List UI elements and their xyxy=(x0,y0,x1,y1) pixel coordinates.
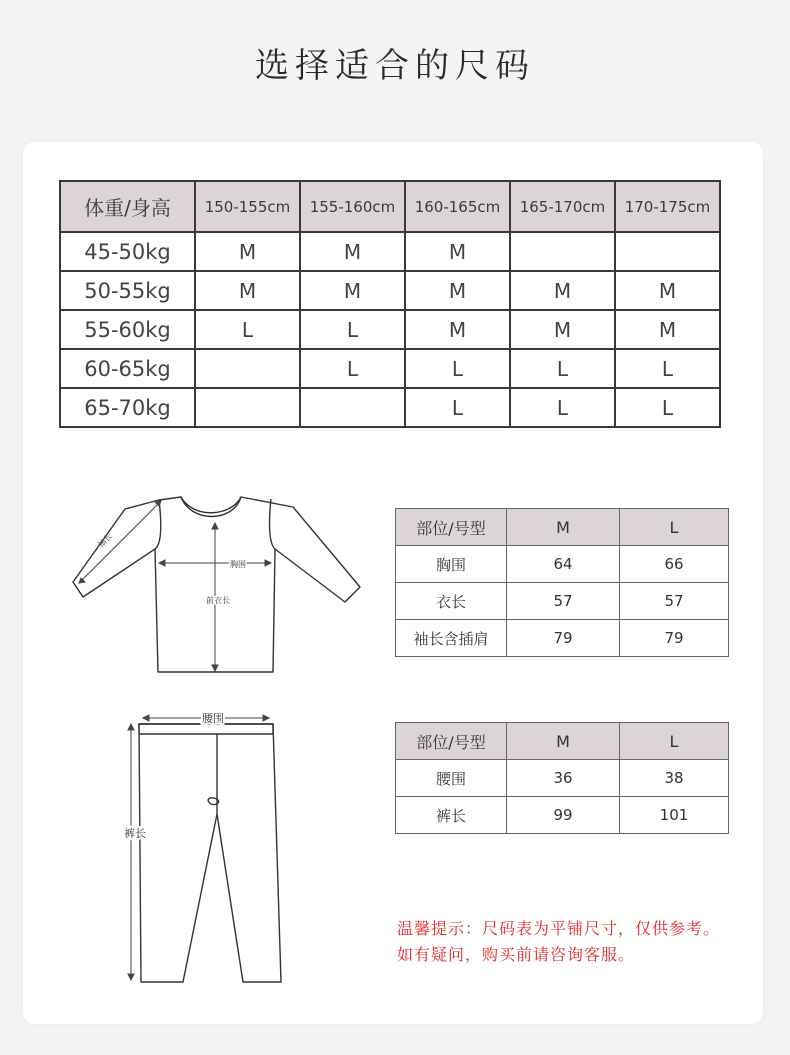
size-l-header: L xyxy=(620,723,729,760)
weight-row-header: 60-65kg xyxy=(60,349,195,388)
size-cell: L xyxy=(510,388,615,427)
table-row xyxy=(396,509,729,546)
table-row xyxy=(396,620,729,657)
sleeve-length-label: 袖长 xyxy=(96,531,115,550)
size-m-header: M xyxy=(507,723,620,760)
table-row xyxy=(396,583,729,620)
top-measurement-diagram xyxy=(63,487,383,682)
size-cell: L xyxy=(405,349,510,388)
height-column-header: 150-155cm xyxy=(195,181,300,232)
size-note xyxy=(397,916,720,968)
size-m-header: M xyxy=(507,509,620,546)
measurement-value: 66 xyxy=(620,546,729,583)
waist-label: 腰围 xyxy=(202,712,224,725)
measurement-value: 57 xyxy=(507,583,620,620)
note-line: 温馨提示：尺码表为平铺尺寸，仅供参考。 xyxy=(397,919,721,938)
part-name: 袖长含插肩 xyxy=(396,620,507,657)
size-cell: L xyxy=(405,388,510,427)
weight-row-header: 45-50kg xyxy=(60,232,195,271)
pants-measurement-diagram xyxy=(113,704,293,994)
table-row xyxy=(396,546,729,583)
table-row xyxy=(396,797,729,834)
size-chart-table xyxy=(59,180,721,428)
size-cell: M xyxy=(405,271,510,310)
table-row xyxy=(396,760,729,797)
size-l-header: L xyxy=(620,509,729,546)
size-cell: M xyxy=(195,232,300,271)
size-cell: M xyxy=(405,232,510,271)
part-name: 腰围 xyxy=(396,760,507,797)
measurement-value: 99 xyxy=(507,797,620,834)
size-cell: M xyxy=(510,271,615,310)
measurement-value: 101 xyxy=(620,797,729,834)
size-cell xyxy=(615,232,720,271)
size-guide-card xyxy=(23,142,763,1024)
size-cell: L xyxy=(195,310,300,349)
table-row xyxy=(60,232,720,271)
table-row xyxy=(396,723,729,760)
size-cell: M xyxy=(405,310,510,349)
top-measurement-table xyxy=(395,508,729,657)
size-cell xyxy=(510,232,615,271)
part-name: 裤长 xyxy=(396,797,507,834)
size-cell: M xyxy=(615,271,720,310)
measurement-value: 38 xyxy=(620,760,729,797)
height-column-header: 165-170cm xyxy=(510,181,615,232)
table-row xyxy=(60,388,720,427)
size-chart-header-row xyxy=(60,181,720,232)
size-cell: L xyxy=(300,349,405,388)
table-row xyxy=(60,349,720,388)
size-cell xyxy=(300,388,405,427)
size-cell: L xyxy=(510,349,615,388)
weight-row-header: 50-55kg xyxy=(60,271,195,310)
size-cell: L xyxy=(615,349,720,388)
size-cell: M xyxy=(300,271,405,310)
measurement-value: 57 xyxy=(620,583,729,620)
weight-row-header: 55-60kg xyxy=(60,310,195,349)
part-size-header: 部位/号型 xyxy=(396,509,507,546)
size-cell xyxy=(195,388,300,427)
part-size-header: 部位/号型 xyxy=(396,723,507,760)
size-cell: M xyxy=(300,232,405,271)
measurement-value: 36 xyxy=(507,760,620,797)
measurement-value: 64 xyxy=(507,546,620,583)
height-column-header: 160-165cm xyxy=(405,181,510,232)
size-cell: L xyxy=(300,310,405,349)
front-length-label: 前衣长 xyxy=(206,596,230,605)
height-column-header: 170-175cm xyxy=(615,181,720,232)
size-cell: M xyxy=(510,310,615,349)
pants-length-label: 裤长 xyxy=(124,827,146,840)
note-line: 如有疑问，购买前请咨询客服。 xyxy=(397,945,636,964)
size-cell: M xyxy=(615,310,720,349)
height-column-header: 155-160cm xyxy=(300,181,405,232)
weight-row-header: 65-70kg xyxy=(60,388,195,427)
page-title: 选择适合的尺码 xyxy=(255,46,535,86)
measurement-value: 79 xyxy=(620,620,729,657)
part-name: 衣长 xyxy=(396,583,507,620)
measurement-value: 79 xyxy=(507,620,620,657)
size-cell: L xyxy=(615,388,720,427)
size-cell xyxy=(195,349,300,388)
chest-label: 胸围 xyxy=(230,560,246,569)
part-name: 胸围 xyxy=(396,546,507,583)
pants-measurement-table xyxy=(395,722,729,834)
size-cell: M xyxy=(195,271,300,310)
table-row xyxy=(60,310,720,349)
size-chart-corner: 体重/身高 xyxy=(60,181,195,232)
table-row xyxy=(60,271,720,310)
